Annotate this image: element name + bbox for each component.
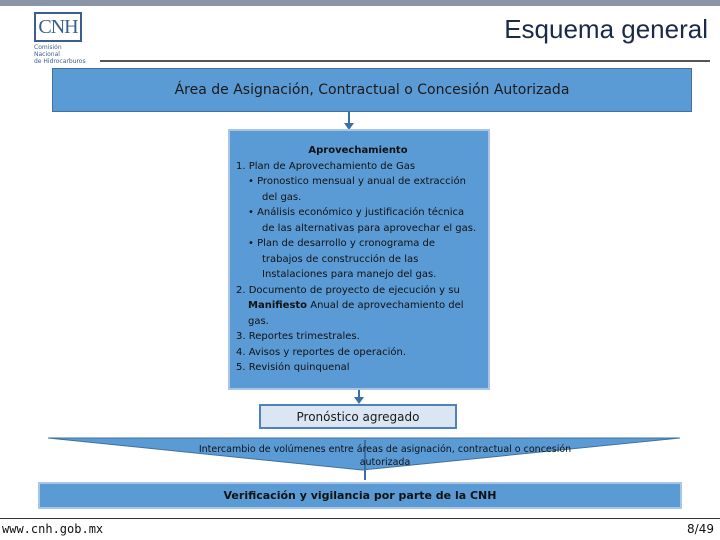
page-number: 8/49 (687, 522, 714, 536)
aprov-line: trabajos de construcción de las (262, 253, 419, 265)
pronostico-box: Pronóstico agregado (259, 404, 457, 429)
aprov-line: 4. Avisos y reportes de operación. (236, 346, 407, 358)
aprovechamiento-box (228, 129, 490, 390)
aprov-line: • Pronostico mensual y anual de extracción (248, 176, 466, 187)
aprov-line: 3. Reportes trimestrales. (236, 331, 360, 342)
aprov-line: de las alternativas para aprovechar el gas. (262, 222, 477, 234)
aprov-line: 2. Documento de proyecto de ejecución y su (236, 284, 460, 296)
aprov-line: Instalaciones para manejo del gas. (262, 269, 437, 280)
manifiesto-label: Manifiesto (248, 300, 308, 311)
arrow-down-icon (348, 112, 350, 124)
manifiesto-rest: Anual de aprovechamiento del (310, 300, 464, 311)
aprov-line: gas. (248, 315, 269, 327)
intercambio-text: Intercambio de volúmenes entre áreas de asignación, contractual o concesión autorizada (198, 444, 572, 468)
aprov-line: del gas. (262, 191, 302, 203)
aprov-line: • Plan de desarrollo y cronograma de (248, 238, 436, 249)
arrow-down-icon (358, 390, 360, 398)
verificacion-box: Verificación y vigilancia por parte de la CNH (38, 482, 682, 509)
page-title: Esquema general (504, 14, 708, 44)
aprov-line: 1. Plan de Aprovechamiento de Gas (236, 160, 416, 172)
header-divider (100, 60, 710, 62)
footer-divider (0, 518, 720, 519)
top-accent-bar (0, 0, 720, 6)
logo-mark: CNH (34, 12, 82, 42)
aprov-line-manifiesto (236, 298, 480, 314)
footer-url: www.cnh.gob.mx (2, 522, 104, 536)
aprov-line: • Análisis económico y justificación técnica (248, 207, 465, 218)
area-box: Área de Asignación, Contractual o Concesión Autorizada (52, 68, 692, 112)
aprovechamiento-title: Aprovechamiento (308, 145, 408, 156)
logo-subtitle: Comisión Nacional de Hidrocarburos (34, 44, 86, 65)
aprov-line: 5. Revisión quinquenal (236, 362, 350, 373)
cnh-logo (34, 12, 88, 64)
